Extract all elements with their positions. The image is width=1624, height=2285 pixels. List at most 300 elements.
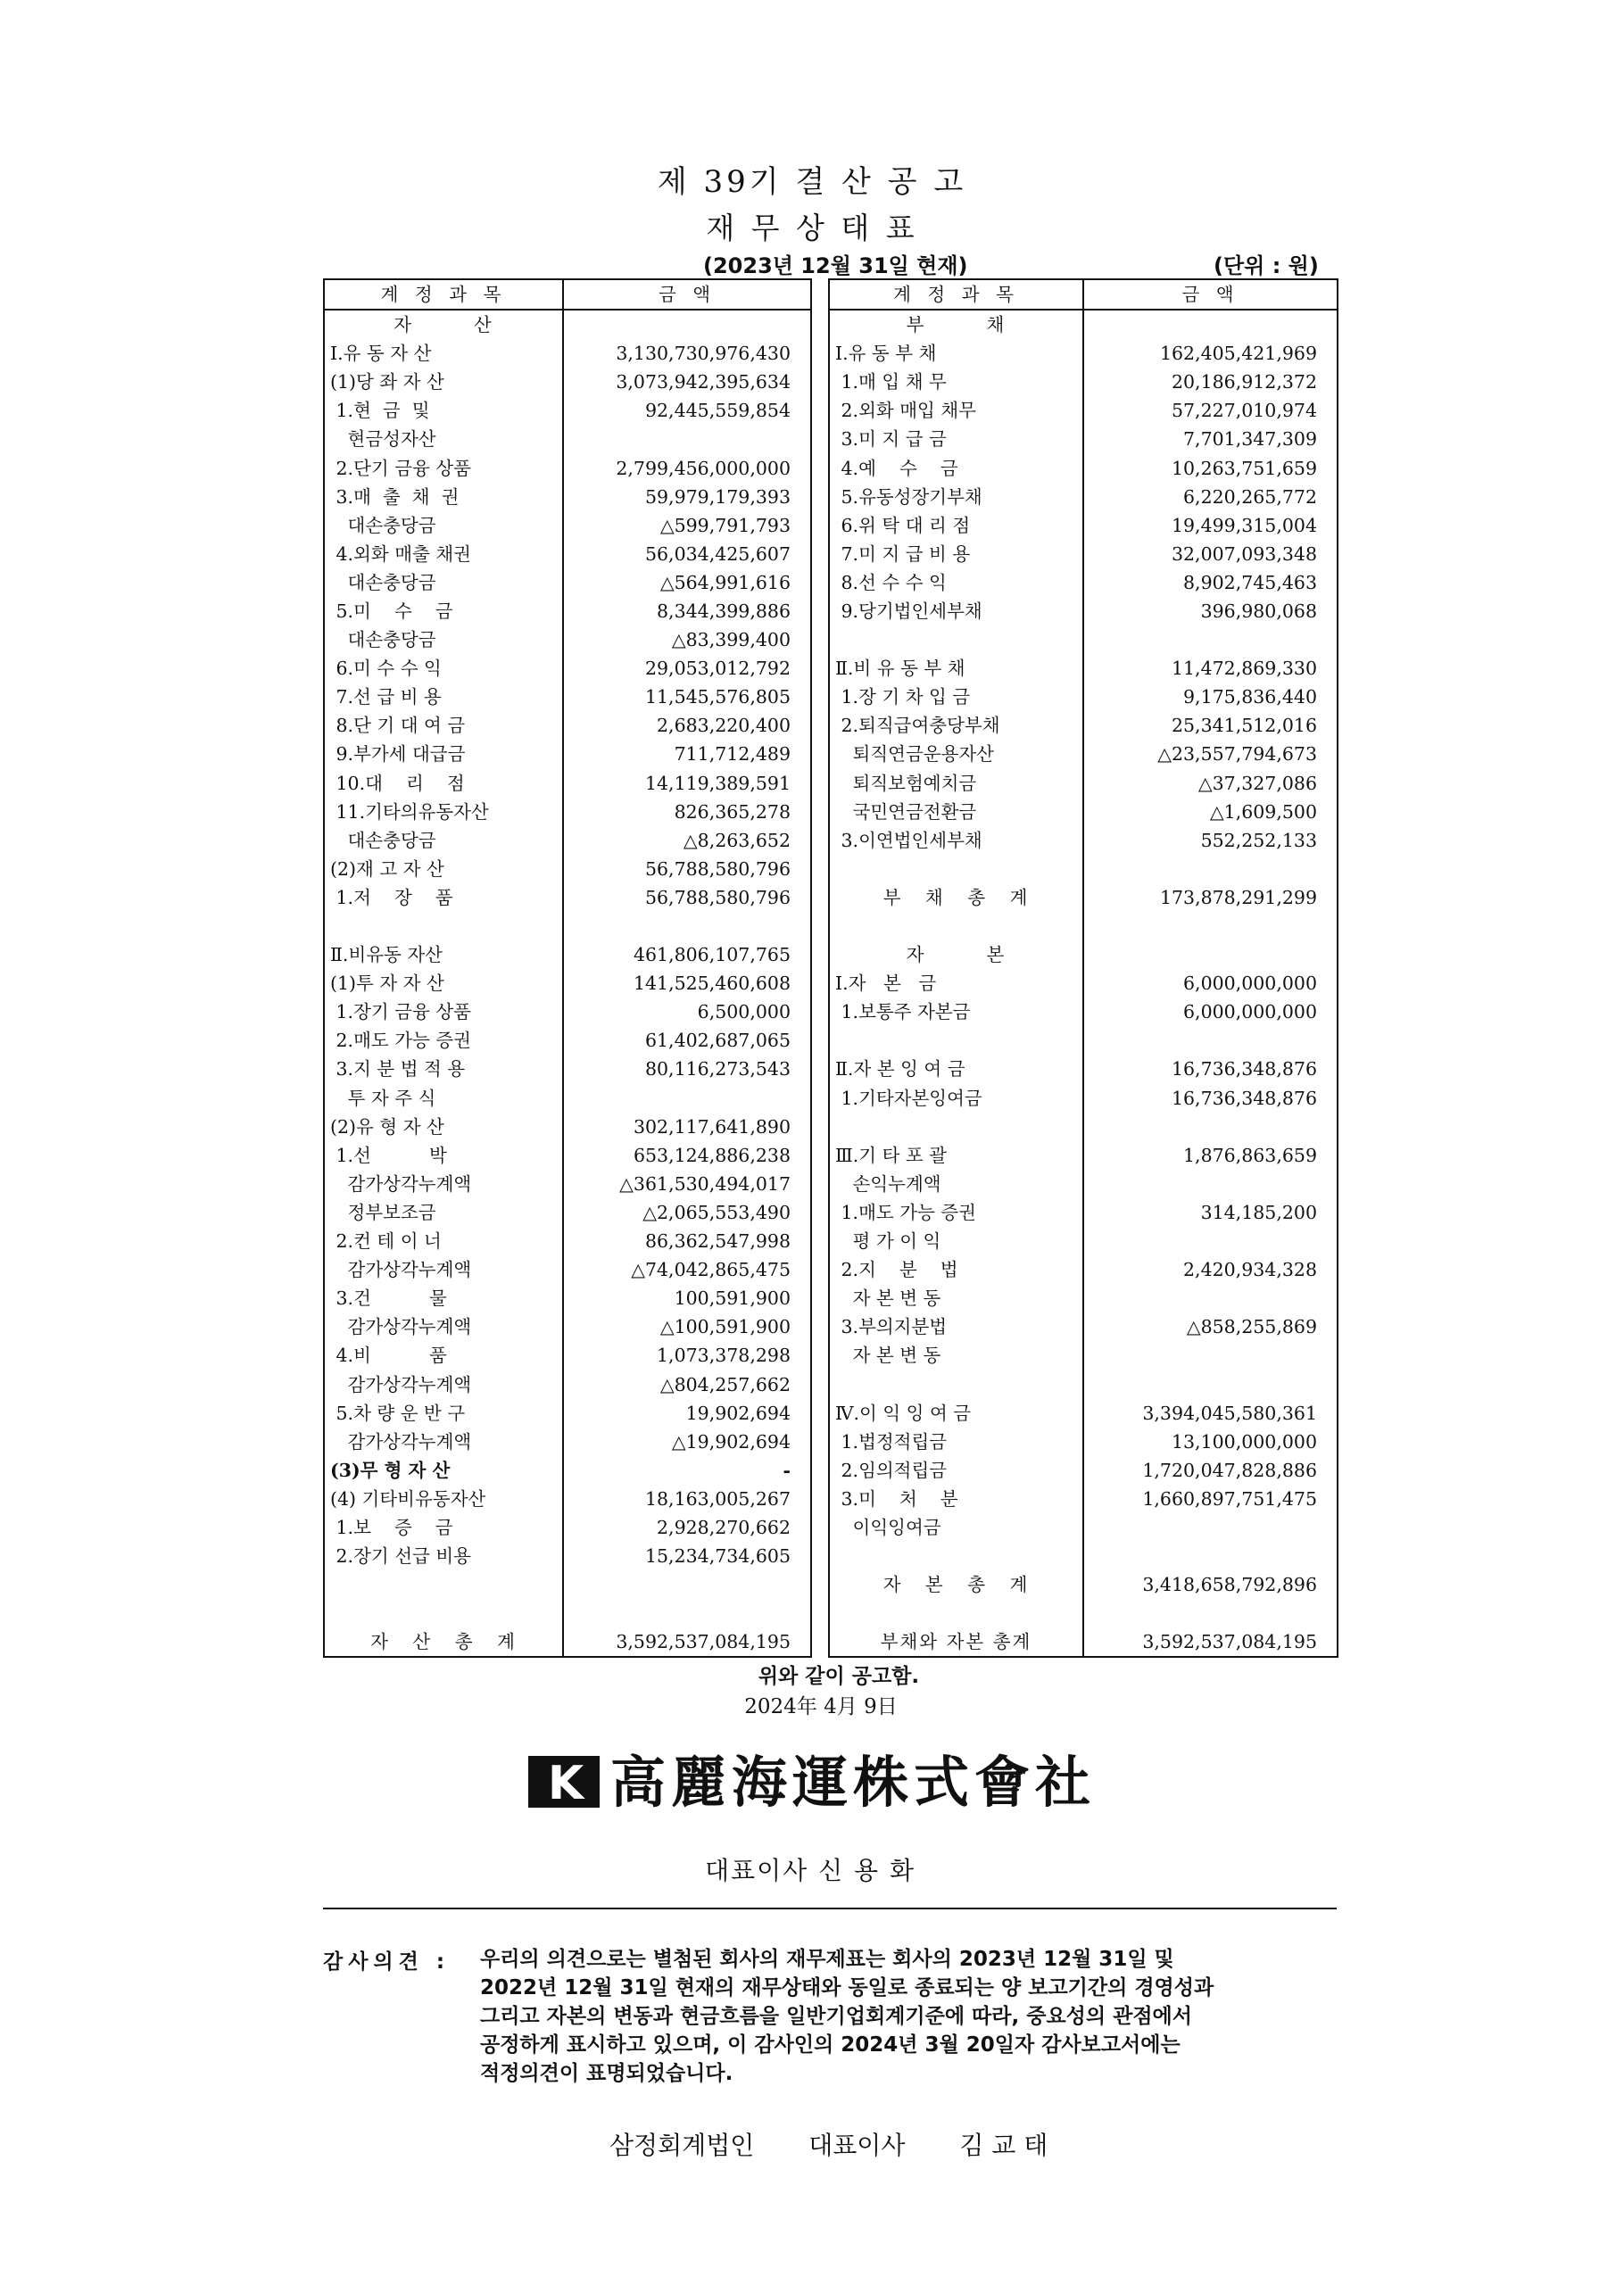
amount-value: 13,100,000,000 [1171,1430,1317,1453]
table-row [324,1370,811,1398]
table-row [324,654,811,683]
amount-value [1083,1341,1338,1370]
amount-value: 18,163,005,267 [644,1487,791,1510]
account-name [324,1599,563,1627]
account-name: 3.지 분 법 적 용 [324,1055,563,1083]
amount-value: 3,418,658,792,896 [1142,1574,1317,1596]
liabilities-table-header [829,279,1338,310]
amount-value: 3,394,045,580,361 [1142,1402,1317,1424]
table-row [324,1198,811,1227]
table-row [324,597,811,625]
amount-column-header: 금 액 [1083,279,1338,310]
account-name: 1.기타자본잉여금 [829,1084,1083,1113]
amount-value [1083,1542,1338,1570]
table-row [324,1227,811,1255]
table-row [324,1428,811,1456]
account-name [829,1542,1083,1570]
account-name: 10.대 리 점 [324,769,563,798]
account-name: 8.단 기 대 여 금 [324,711,563,740]
amount-value: 6,000,000,000 [1183,973,1317,995]
amount-value: 10,263,751,659 [1171,457,1317,479]
table-row [829,654,1338,683]
divider [323,1908,1337,1909]
amount-value: 552,252,133 [1200,829,1317,851]
audit-opinion-label: 감사의견 : [323,1950,451,1974]
table-row [324,1141,811,1170]
account-name: 자 본 변 동 [829,1284,1083,1312]
amount-value: 3,592,537,084,195 [1142,1631,1317,1653]
amount-value: △858,255,869 [1186,1316,1317,1338]
account-name: 3.건 물 [324,1284,563,1312]
amount-value: 56,034,425,607 [644,542,791,565]
amount-value [1083,940,1338,969]
amount-value: △1,609,500 [1209,800,1317,823]
assets-table [323,278,812,1658]
notice-title: 제 39기 결 산 공 고 [657,164,967,200]
account-name: 자 산 총 계 [324,1627,563,1657]
table-row [829,368,1338,396]
table-row [829,683,1338,711]
amount-value: 56,788,580,796 [644,886,791,908]
amount-value: 8,902,745,463 [1183,571,1317,593]
currency-unit: (단위 : 원) [1214,253,1319,278]
table-row [324,540,811,568]
account-name: 3.매 출 채 권 [324,483,563,511]
logo-letter: K [547,1757,584,1810]
company-logo [525,1749,1140,1817]
table-row [324,998,811,1026]
account-name: 3.미 지 급 금 [829,425,1083,453]
account-name: 5.유동성장기부채 [829,483,1083,511]
table-row [324,769,811,798]
amount-value: 173,878,291,299 [1159,886,1317,908]
account-name: 4.예 수 금 [829,453,1083,482]
amount-value: 9,175,836,440 [1183,686,1317,708]
table-row [829,711,1338,740]
statement-title: 재 무 상 태 표 [706,211,918,245]
account-name: 현금성자산 [324,425,563,453]
table-row [324,1312,811,1341]
table-row [324,1113,811,1141]
amount-value: 2,799,456,000,000 [616,457,791,479]
account-name: 자 산 [324,310,563,339]
amount-value: 56,788,580,796 [644,857,791,880]
table-row [324,855,811,883]
account-name: 3.이연법인세부채 [829,826,1083,855]
account-name: 9.부가세 대급금 [324,740,563,768]
amount-value: 80,116,273,543 [644,1058,791,1080]
amount-value: 11,545,576,805 [644,686,791,708]
table-row [829,625,1338,654]
amount-value: 3,130,730,976,430 [616,343,791,365]
table-row [829,1141,1338,1170]
account-name: Ⅰ.유 동 부 채 [829,339,1083,368]
account-name: 5.차 량 운 반 구 [324,1399,563,1428]
table-row [829,883,1338,912]
account-name: 대손충당금 [324,568,563,597]
table-row [324,339,811,368]
account-name: 3.미 처 분 [829,1485,1083,1513]
account-name: 1.장기 금융 상품 [324,998,563,1026]
account-name: 감가상각누계액 [324,1255,563,1284]
account-name: 퇴직연금운용자산 [829,740,1083,768]
table-row [324,310,811,339]
amount-value: 396,980,068 [1200,600,1317,622]
table-row [324,940,811,969]
amount-value [563,1084,811,1113]
table-row [829,1542,1338,1570]
account-name: 3.부의지분법 [829,1312,1083,1341]
account-name: Ⅰ.유 동 자 산 [324,339,563,368]
amount-value: 8,344,399,886 [657,600,791,622]
account-name: 9.당기법인세부채 [829,597,1083,625]
audit-line: 2022년 12월 31일 현재의 재무상태와 동일로 종료되는 양 보고기간의 경영성과 [480,1976,1214,1999]
account-name: Ⅲ.기 타 포 괄 [829,1141,1083,1170]
table-row [829,597,1338,625]
amount-value: △100,591,900 [659,1316,791,1338]
amount-value: 711,712,489 [674,743,791,766]
amount-value: 1,876,863,659 [1183,1144,1317,1166]
amount-value: 29,053,012,792 [644,658,791,680]
amount-value: 2,683,220,400 [657,715,791,737]
amount-value: 59,979,179,393 [644,485,791,508]
amount-value: 1,073,378,298 [657,1345,791,1367]
table-row [829,1485,1338,1513]
table-row [829,396,1338,425]
amount-value: 92,445,559,854 [644,400,791,422]
account-name: 부채와 자본 총계 [829,1627,1083,1657]
notice-date: 2024年 4月 9日 [744,1695,898,1718]
table-row [324,453,811,482]
amount-value: 826,365,278 [674,800,791,823]
amount-value [1083,855,1338,883]
amount-value: 141,525,460,608 [633,973,791,995]
account-name [324,912,563,940]
amount-value [1083,1170,1338,1198]
table-row [324,625,811,654]
account-name: Ⅰ.자 본 금 [829,969,1083,998]
amount-value [1083,1284,1338,1312]
table-row [324,1026,811,1055]
table-row [324,1570,811,1599]
auditor-title: 대표이사 [808,2131,906,2160]
table-row [324,1255,811,1284]
account-name [829,1026,1083,1055]
account-name: 1.장 기 차 입 금 [829,683,1083,711]
table-row [324,1170,811,1198]
account-name: 이익잉여금 [829,1513,1083,1542]
audit-line: 공정하게 표시하고 있으며, 이 감사인의 2024년 3월 20일자 감사보고서에는 [480,2033,1181,2057]
amount-value [563,912,811,940]
amount-value: △2,065,553,490 [642,1201,791,1223]
table-row [324,1542,811,1570]
table-row [324,1485,811,1513]
table-row [324,511,811,540]
account-name: Ⅳ.이 익 잉 여 금 [829,1399,1083,1428]
account-name [829,625,1083,654]
amount-value: 3,592,537,084,195 [616,1631,791,1653]
account-name: 자 본 총 계 [829,1570,1083,1599]
table-row [829,1428,1338,1456]
amount-value: 1,720,047,828,886 [1142,1459,1317,1481]
amount-value: 32,007,093,348 [1171,542,1317,565]
amount-value: △23,557,794,673 [1157,743,1317,766]
company-name: 高麗海運株式會社 [610,1750,1097,1815]
account-name: 대손충당금 [324,625,563,654]
amount-value: △37,327,086 [1197,772,1317,794]
amount-value: 86,362,547,998 [644,1230,791,1253]
amount-value: 11,472,869,330 [1171,658,1317,680]
amount-value: 16,736,348,876 [1171,1058,1317,1080]
account-name: (2)재 고 자 산 [324,855,563,883]
account-name: 1.매 입 채 무 [829,368,1083,396]
table-row [324,1084,811,1113]
account-name: 대손충당금 [324,511,563,540]
account-name [829,855,1083,883]
account-name: 11.기타의유동자산 [324,798,563,826]
account-name [324,1570,563,1599]
account-name: (3)무 형 자 산 [324,1456,563,1485]
audit-line: 그리고 자본의 변동과 현금흐름을 일반기업회계기준에 따라, 중요성의 관점에서 [480,2005,1192,2028]
amount-value [563,1599,811,1627]
account-name: 2.매도 가능 증권 [324,1026,563,1055]
amount-value: 14,119,389,591 [644,772,791,794]
amount-value [1083,1513,1338,1542]
account-name: 평 가 이 익 [829,1227,1083,1255]
table-row [324,1055,811,1083]
account-name: 5.미 수 금 [324,597,563,625]
amount-value: 314,185,200 [1200,1201,1317,1223]
account-name: 부 채 총 계 [829,883,1083,912]
account-name: (4) 기타비유동자산 [324,1485,563,1513]
table-row [829,339,1338,368]
amount-value: 2,928,270,662 [657,1516,791,1538]
table-row [324,396,811,425]
amount-value: 19,902,694 [685,1402,791,1424]
account-name: 6.위 탁 대 리 점 [829,511,1083,540]
amount-value: △361,530,494,017 [619,1172,791,1195]
table-row [324,883,811,912]
table-row [324,1599,811,1627]
table-row [829,855,1338,883]
account-name: Ⅱ.비 유 동 부 채 [829,654,1083,683]
table-row [829,511,1338,540]
table-row [829,568,1338,597]
account-name: 6.미 수 수 익 [324,654,563,683]
table-row [829,1456,1338,1485]
account-column-header: 계 정 과 목 [829,279,1083,310]
account-name: 2.임의적립금 [829,1456,1083,1485]
account-name: 감가상각누계액 [324,1170,563,1198]
account-name: 감가상각누계액 [324,1428,563,1456]
audit-line: 우리의 의견으로는 별첨된 회사의 재무제표는 회사의 2023년 12월 31일 및 [480,1948,1174,1971]
account-name [829,1599,1083,1627]
amount-value [1083,1026,1338,1055]
account-name [829,1370,1083,1398]
account-name: 1.현 금 및 [324,396,563,425]
amount-value: 25,341,512,016 [1171,715,1317,737]
table-row [829,1198,1338,1227]
table-row [829,425,1338,453]
table-row [829,1570,1338,1599]
assets-rows [324,310,811,1657]
account-name: 1.보통주 자본금 [829,998,1083,1026]
amount-value: 16,736,348,876 [1171,1087,1317,1109]
account-name: 1.매도 가능 증권 [829,1198,1083,1227]
table-row [829,483,1338,511]
table-row [324,368,811,396]
table-row [829,740,1338,768]
amount-value: 6,500,000 [697,1001,791,1023]
amount-value: 1,660,897,751,475 [1142,1487,1317,1510]
table-row [829,1026,1338,1055]
table-row [829,1084,1338,1113]
account-name: 2.단기 금융 상품 [324,453,563,482]
table-row [324,912,811,940]
table-row [324,425,811,453]
audit-line: 적정의견이 표명되었습니다. [480,2062,733,2085]
account-name: 2.퇴직급여충당부채 [829,711,1083,740]
amount-value: 162,405,421,969 [1159,343,1317,365]
table-row [829,1513,1338,1542]
liabilities-equity-table [828,278,1338,1658]
account-name [829,912,1083,940]
k-logo-icon [525,1752,603,1811]
table-row [829,1113,1338,1141]
account-name: 국민연금전환금 [829,798,1083,826]
table-row [829,1227,1338,1255]
amount-value: 461,806,107,765 [633,944,791,966]
table-row [829,1370,1338,1398]
amount-value: 19,499,315,004 [1171,514,1317,536]
account-name: 4.비 품 [324,1341,563,1370]
amount-value: 2,420,934,328 [1183,1259,1317,1281]
amount-column-header: 금 액 [563,279,811,310]
account-name: 2.지 분 법 [829,1255,1083,1284]
closing-statement: 위와 같이 공고함. [758,1665,920,1688]
audit-opinion-text [480,1945,1301,2088]
table-row [324,483,811,511]
ceo-signature: 대표이사 신 용 화 [705,1856,916,1885]
amount-value: 3,073,942,395,634 [616,371,791,393]
amount-value: 6,000,000,000 [1183,1001,1317,1023]
table-row [829,940,1338,969]
table-row [324,798,811,826]
amount-value: 20,186,912,372 [1171,371,1317,393]
amount-value [1083,1599,1338,1627]
account-name: 자 본 [829,940,1083,969]
amount-value [1083,912,1338,940]
account-name: 1.저 장 품 [324,883,563,912]
account-name: 2.컨 테 이 너 [324,1227,563,1255]
amount-value: △804,257,662 [659,1373,791,1395]
table-row [829,1170,1338,1198]
account-name: 4.외화 매출 채권 [324,540,563,568]
amount-value: 302,117,641,890 [633,1115,791,1138]
account-name: (1)당 좌 자 산 [324,368,563,396]
amount-value [1083,1227,1338,1255]
table-row [324,1399,811,1428]
auditor-name: 김 교 태 [959,2131,1048,2160]
table-row [829,1627,1338,1657]
table-row [829,540,1338,568]
amount-value: 653,124,886,238 [633,1144,791,1166]
amount-value [1083,310,1338,339]
account-name: 감가상각누계액 [324,1370,563,1398]
assets-table-header [324,279,811,310]
table-row [324,1456,811,1485]
amount-value: △8,263,652 [683,829,791,851]
amount-value: △74,042,865,475 [631,1259,791,1281]
amount-value: △83,399,400 [671,629,791,651]
table-row [829,1341,1338,1370]
account-name: 7.미 지 급 비 용 [829,540,1083,568]
amount-value: △19,902,694 [671,1430,791,1453]
table-row [829,826,1338,855]
amount-value: 6,220,265,772 [1183,485,1317,508]
account-name: 2.장기 선급 비용 [324,1542,563,1570]
table-row [829,1399,1338,1428]
amount-value: - [783,1459,791,1481]
account-name: 자 본 변 동 [829,1341,1083,1370]
account-name: 손익누계액 [829,1170,1083,1198]
account-name: 감가상각누계액 [324,1312,563,1341]
amount-value: 61,402,687,065 [644,1030,791,1052]
table-row [829,1055,1338,1083]
table-row [324,1513,811,1542]
amount-value: 7,701,347,309 [1183,428,1317,451]
account-name: (2)유 형 자 산 [324,1113,563,1141]
amount-value: 57,227,010,974 [1171,400,1317,422]
table-row [324,969,811,998]
account-name [829,1113,1083,1141]
amount-value [1083,1370,1338,1398]
amount-value [563,1570,811,1599]
table-row [324,826,811,855]
account-name: 투 자 주 식 [324,1084,563,1113]
account-name: 부 채 [829,310,1083,339]
table-row [829,969,1338,998]
table-row [829,1284,1338,1312]
account-name: Ⅱ.자 본 잉 여 금 [829,1055,1083,1083]
as-of-date: (2023년 12월 31일 현재) [703,253,968,278]
account-column-header: 계 정 과 목 [324,279,563,310]
table-row [324,1627,811,1657]
table-row [829,1312,1338,1341]
account-name: 1.보 증 금 [324,1513,563,1542]
table-row [829,310,1338,339]
amount-value [563,425,811,453]
table-row [324,740,811,768]
table-row [829,798,1338,826]
amount-value [563,310,811,339]
table-row [829,769,1338,798]
amount-value [1083,625,1338,654]
auditor-signature [609,2126,1094,2162]
account-name: 2.외화 매입 채무 [829,396,1083,425]
amount-value: 100,591,900 [674,1287,791,1310]
amount-value [1083,1113,1338,1141]
account-name: 1.선 박 [324,1141,563,1170]
table-row [829,912,1338,940]
account-name: 8.선 수 수 익 [829,568,1083,597]
table-row [324,568,811,597]
account-name: 1.법정적립금 [829,1428,1083,1456]
amount-value: 15,234,734,605 [644,1545,791,1568]
account-name: 퇴직보험예치금 [829,769,1083,798]
amount-value: △599,791,793 [659,514,791,536]
account-name: (1)투 자 자 산 [324,969,563,998]
